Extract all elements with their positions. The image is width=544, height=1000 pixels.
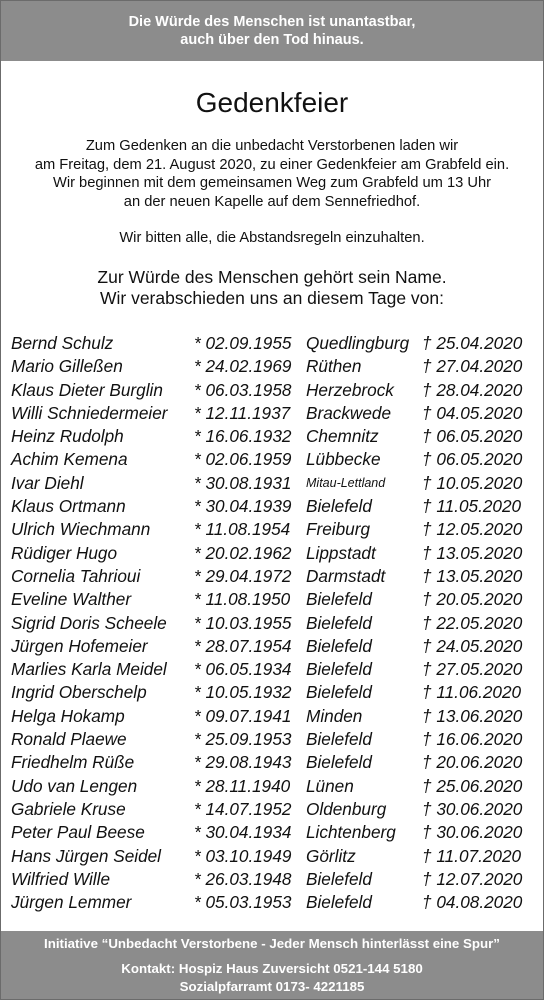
birth-place: Darmstadt [306,565,386,586]
list-item [0,448,544,471]
birth-place: Bielefeld [306,612,372,633]
deceased-name: Jürgen Hofemeier [11,635,148,656]
list-item [0,425,544,448]
birth-date: * 10.05.1932 [194,682,292,703]
birth-place: Lichtenberg [306,822,396,843]
deceased-name: Willi Schniedermeier [11,402,168,423]
list-item [0,845,544,868]
birth-place: Bielefeld [306,635,372,656]
birth-place: Quedlingburg [306,333,410,353]
birth-place: Bielefeld [306,589,372,610]
birth-date: * 20.02.1962 [194,542,292,563]
list-item [0,751,544,774]
birth-date: * 02.09.1955 [194,333,292,353]
footer-banner [1,931,543,999]
death-date: † 11.06.2020 [422,682,522,703]
deceased-name: Jürgen Lemmer [11,892,132,913]
list-item [0,798,544,821]
list-item [0,518,544,541]
list-item [0,868,544,891]
deceased-name: Ivar Diehl [11,472,84,493]
deceased-name: Peter Paul Beese [11,822,145,843]
deceased-name: Marlies Karla Meidel [11,659,167,680]
birth-date: * 02.06.1959 [194,449,292,470]
birth-date: * 29.04.1972 [194,565,292,586]
deceased-name: Cornelia Tahrioui [11,565,141,586]
birth-place: Bielefeld [306,729,372,750]
death-date: † 12.07.2020 [422,868,523,889]
birth-date: * 12.11.1937 [194,402,291,423]
birth-place: Oldenburg [306,798,387,819]
list-item [0,495,544,518]
birth-place: Bielefeld [306,496,372,517]
deceased-name: Achim Kemena [11,449,128,470]
deceased-name: Ingrid Oberschelp [11,682,147,703]
contact-line-2: Sozialpfarramt 0173- 4221185 [179,979,365,994]
death-date: † 25.06.2020 [422,775,523,796]
birth-date: * 30.08.1931 [194,472,292,493]
birth-date: * 30.04.1939 [194,496,292,517]
deceased-name: Gabriele Kruse [11,798,126,819]
contact-line-1: Kontakt: Hospiz Haus Zuversicht 0521-144 5180 [121,961,423,976]
deceased-name: Rüdiger Hugo [11,542,118,563]
deceased-name: Udo van Lengen [11,775,138,796]
birth-place: Bielefeld [306,659,372,680]
list-item [0,332,544,355]
deceased-name: Heinz Rudolph [11,426,124,447]
list-item [0,612,544,635]
list-item [0,705,544,728]
death-date: † 04.08.2020 [422,892,523,913]
death-date: † 16.06.2020 [422,729,523,750]
death-date: † 12.05.2020 [422,519,523,540]
list-item [0,472,544,495]
subheading-line: Zur Würde des Menschen gehört sein Name. [97,267,447,287]
death-date: † 27.05.2020 [422,659,523,680]
header-line-1: Die Würde des Menschen ist unantastbar, [128,14,416,30]
birth-date: * 29.08.1943 [194,752,292,773]
deceased-name: Klaus Dieter Burglin [11,379,163,400]
birth-place: Minden [306,705,363,726]
deceased-name: Wilfried Wille [11,868,111,889]
list-item [0,635,544,658]
list-item [0,728,544,751]
death-date: † 25.04.2020 [422,333,523,353]
death-date: † 30.06.2020 [422,798,523,819]
deceased-list [0,332,544,914]
subheading [0,267,544,309]
list-item [0,775,544,798]
deceased-name: Bernd Schulz [11,333,114,353]
list-item [0,891,544,914]
death-date: † 24.05.2020 [422,635,523,656]
intro-line: an der neuen Kapelle auf dem Sennefriedhof. [123,193,421,210]
death-date: † 06.05.2020 [422,426,523,447]
header-banner [1,1,543,61]
deceased-name: Klaus Ortmann [11,496,126,517]
birth-place: Lünen [306,775,354,796]
death-date: † 27.04.2020 [422,356,523,377]
birth-date: * 11.08.1950 [194,589,291,610]
header-line-2: auch über den Tod hinaus. [180,32,364,48]
birth-date: * 06.05.1934 [194,659,292,680]
birth-date: * 05.03.1953 [194,892,292,913]
birth-place: Freiburg [306,519,370,540]
deceased-name: Mario Gilleßen [11,356,123,377]
birth-place: Bielefeld [306,682,372,703]
birth-date: * 30.04.1934 [194,822,292,843]
initiative-text: Initiative “Unbedacht Verstorbene - Jeder Mensch hinterlässt eine Spur” [44,936,500,951]
birth-date: * 28.07.1954 [194,635,292,656]
birth-place: Bielefeld [306,892,372,913]
page-title: Gedenkfeier [195,87,349,118]
intro-line: Wir beginnen mit dem gemeinsamen Weg zum Grabfeld um 13 Uhr [52,175,492,192]
intro-line: am Freitag, dem 21. August 2020, zu einer Gedenkfeier am Grabfeld ein. [34,156,510,173]
deceased-name: Sigrid Doris Scheele [11,612,167,633]
list-item [0,821,544,844]
death-date: † 13.05.2020 [422,565,523,586]
birth-place: Chemnitz [306,426,379,447]
death-date: † 10.05.2020 [422,472,523,493]
birth-place: Lippstadt [306,542,376,563]
birth-date: * 24.02.1969 [194,356,292,377]
list-item [0,542,544,565]
death-date: † 13.06.2020 [422,705,523,726]
deceased-name: Helga Hokamp [11,705,125,726]
birth-place: Lübbecke [306,449,381,470]
death-date: † 13.05.2020 [422,542,523,563]
birth-place: Herzebrock [306,379,394,400]
birth-date: * 10.03.1955 [194,612,292,633]
list-item [0,588,544,611]
list-item [0,379,544,402]
intro-text [0,137,544,211]
birth-date: * 03.10.1949 [194,845,292,866]
birth-date: * 06.03.1958 [194,379,292,400]
death-date: † 28.04.2020 [422,379,523,400]
death-date: † 20.05.2020 [422,589,523,610]
birth-date: * 25.09.1953 [194,729,292,750]
birth-date: * 11.08.1954 [194,519,291,540]
deceased-name: Ulrich Wiechmann [11,519,151,540]
list-item [0,355,544,378]
deceased-name: Ronald Plaewe [11,729,127,750]
birth-date: * 26.03.1948 [194,868,292,889]
deceased-name: Friedhelm Rüße [11,752,135,773]
birth-place: Brackwede [306,402,392,423]
list-item [0,681,544,704]
birth-date: * 16.06.1932 [194,426,292,447]
subheading-line: Wir verabschieden uns an diesem Tage von: [99,288,445,308]
birth-place: Bielefeld [306,752,372,773]
death-date: † 11.07.2020 [422,845,522,866]
birth-place: Rüthen [306,356,362,377]
birth-place: Mitau-Lettland [306,475,386,490]
birth-place: Görlitz [306,845,356,866]
death-date: † 30.06.2020 [422,822,523,843]
death-date: † 06.05.2020 [422,449,523,470]
birth-place: Bielefeld [306,868,372,889]
birth-date: * 14.07.1952 [194,798,292,819]
death-date: † 20.06.2020 [422,752,523,773]
list-item [0,658,544,681]
birth-date: * 09.07.1941 [194,705,292,726]
distance-note: Wir bitten alle, die Abstandsregeln einzuhalten. [119,230,425,246]
death-date: † 04.05.2020 [422,402,523,423]
birth-date: * 28.11.1940 [194,775,291,796]
death-date: † 11.05.2020 [422,496,522,517]
list-item [0,565,544,588]
death-date: † 22.05.2020 [422,612,523,633]
intro-line: Zum Gedenken an die unbedacht Verstorbenen laden wir [85,138,459,154]
deceased-name: Hans Jürgen Seidel [11,845,162,866]
list-item [0,402,544,425]
deceased-name: Eveline Walther [11,589,132,610]
